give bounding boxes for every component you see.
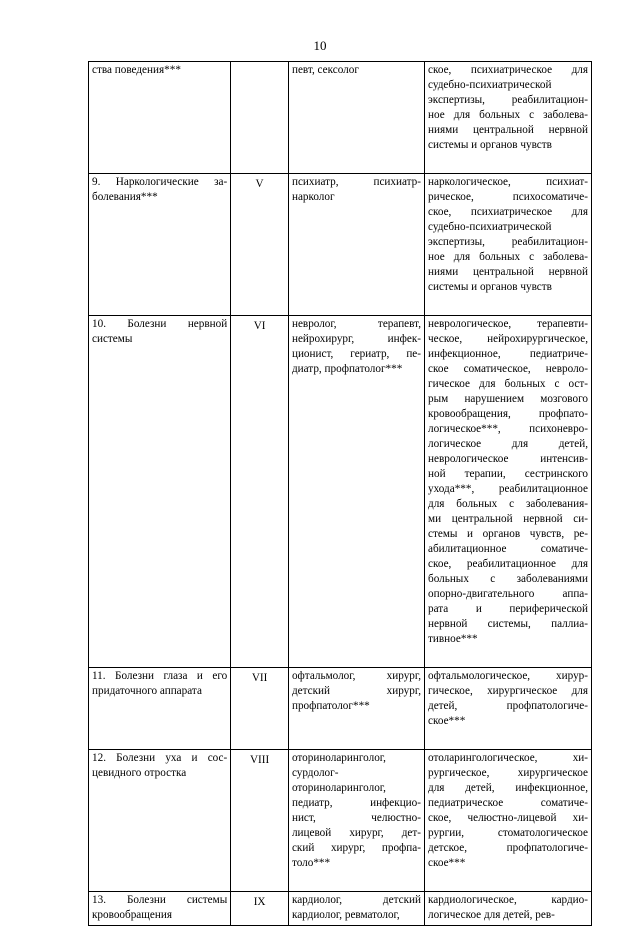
specialists-cell-line: педиатр, инфекцио- (291, 797, 421, 809)
bed-profiles-cell-line: ухода***, реабилитационное (428, 483, 588, 495)
bed-profiles-cell-line: ское соматическое, невроло- (428, 363, 588, 375)
bed-profiles-cell-line: ское, челюстно-лицевой хи- (428, 812, 588, 824)
specialists-cell-line: ционист, гериатр, пе- (291, 348, 421, 360)
disease-name-cell (89, 174, 231, 316)
bed-profiles-cell-line: ной терапии, сестринского (428, 468, 588, 480)
bed-profiles-cell-line: ское, реабилитационное для (428, 558, 588, 570)
disease-profile-table (88, 61, 592, 926)
bed-profiles-cell-line: наркологическое, психиат- (428, 176, 588, 188)
disease-class-cell: VII (231, 668, 289, 750)
specialists-cell-line: диатр, профпатолог*** (291, 363, 403, 375)
specialists-cell-line: ский хирург, профпа- (291, 842, 421, 854)
bed-profiles-cell-line: неврологическое, терапевти- (428, 318, 588, 330)
specialists-cell-line: офтальмолог, хирург, (291, 670, 421, 682)
specialists-cell-line: нейрохирург, инфек- (291, 333, 421, 345)
bed-profiles-cell-line: судебно-психиатрической (428, 221, 552, 233)
specialists-cell (288, 892, 424, 926)
bed-profiles-cell-line: детей, профпатологиче- (428, 700, 588, 712)
disease-class-cell (231, 62, 289, 174)
bed-profiles-cell (425, 316, 592, 668)
bed-profiles-cell-line: ское, психиатрическое для (428, 206, 588, 218)
bed-profiles-cell-line: рическое, психосоматиче- (428, 191, 588, 203)
disease-name-cell-line: цевидного отростка (92, 767, 187, 779)
specialists-cell-line: кардиолог, ревматолог, (291, 909, 400, 921)
table-row (89, 62, 592, 174)
bed-profiles-cell-line: абилитационное соматиче- (428, 543, 588, 555)
disease-class-cell: VI (231, 316, 289, 668)
table-row (89, 892, 592, 926)
bed-profiles-cell-line: ниями центральной нервной (428, 124, 588, 136)
bed-profiles-cell-line: тивное*** (428, 633, 478, 645)
bed-profiles-cell-line: логическое для детей, (428, 438, 588, 450)
bed-profiles-cell-line: ное для больных с заболева- (428, 251, 588, 263)
bed-profiles-cell (425, 892, 592, 926)
disease-name-cell-line: ства поведения*** (92, 64, 181, 76)
bed-profiles-cell-line: ское*** (428, 857, 466, 869)
bed-profiles-cell-line: экспертизы, реабилитацион- (428, 94, 588, 106)
specialists-cell-line: толо*** (291, 857, 331, 869)
disease-name-cell-line: кровообращения (92, 909, 172, 921)
table-row (89, 750, 592, 892)
bed-profiles-cell-line: кровообращения, профпато- (428, 408, 588, 420)
specialists-cell-line: профпатолог*** (291, 700, 370, 712)
disease-class-cell: V (231, 174, 289, 316)
bed-profiles-cell-line: ское*** (428, 715, 466, 727)
disease-name-cell (89, 62, 231, 174)
specialists-cell-line: лицевой хирург, дет- (291, 827, 421, 839)
disease-name-cell-line: системы (92, 333, 133, 345)
specialists-cell-line: психиатр, психиатр- (291, 176, 421, 188)
bed-profiles-cell-line: детское, профпатологиче- (428, 842, 588, 854)
page-number: 10 (313, 38, 327, 53)
specialists-cell-line: сурдолог- (291, 767, 339, 779)
disease-name-cell (89, 316, 231, 668)
bed-profiles-cell-line: ческое, нейрохирургическое, (428, 333, 588, 345)
bed-profiles-cell-line: системы и органов чувств (428, 139, 552, 151)
specialists-cell-line: оториноларинголог, (291, 752, 386, 764)
bed-profiles-cell-line: ное для больных с заболева- (428, 109, 588, 121)
bed-profiles-cell (425, 174, 592, 316)
disease-name-cell-line: болевания*** (92, 191, 158, 203)
bed-profiles-cell-line: опорно-двигательного аппа- (428, 588, 588, 600)
bed-profiles-cell-line: для больных с заболевания- (428, 498, 588, 510)
bed-profiles-cell-line: для детей, инфекционное, (428, 782, 588, 794)
bed-profiles-cell-line: судебно-психиатрической (428, 79, 552, 91)
bed-profiles-cell-line: стемы и органов чувств, ре- (428, 528, 588, 540)
specialists-cell (288, 668, 424, 750)
disease-name-cell-line: 12. Болезни уха и сос- (92, 752, 228, 764)
specialists-cell-line: оториноларинголог, (291, 782, 386, 794)
bed-profiles-cell-line: ми центральной нервной си- (428, 513, 588, 525)
specialists-cell-line: нист, челюстно- (291, 812, 421, 824)
disease-name-cell (89, 668, 231, 750)
bed-profiles-cell-line: рургии, стоматологическое (428, 827, 588, 839)
disease-name-cell-line: придаточного аппарата (92, 685, 202, 697)
disease-name-cell (89, 892, 231, 926)
bed-profiles-cell-line: неврологическое интенсив- (428, 453, 588, 465)
bed-profiles-cell-line: рым нарушением мозгового (428, 393, 588, 405)
disease-name-cell (89, 750, 231, 892)
disease-class-cell: VIII (231, 750, 289, 892)
bed-profiles-cell-line: кардиологическое, кардио- (428, 894, 588, 906)
bed-profiles-cell (425, 750, 592, 892)
disease-name-cell-line: 10. Болезни нервной (92, 318, 228, 330)
specialists-cell (288, 316, 424, 668)
bed-profiles-cell-line: экспертизы, реабилитацион- (428, 236, 588, 248)
bed-profiles-cell-line: инфекционное, педиатриче- (428, 348, 588, 360)
disease-name-cell-line: 11. Болезни глаза и его (92, 670, 228, 682)
bed-profiles-cell (425, 62, 592, 174)
disease-class-cell: IX (231, 892, 289, 926)
specialists-cell-line: кардиолог, детский (291, 894, 421, 906)
bed-profiles-cell (425, 668, 592, 750)
table-row (89, 174, 592, 316)
specialists-cell (288, 174, 424, 316)
specialists-cell (288, 750, 424, 892)
bed-profiles-cell-line: рата и периферической (428, 603, 588, 615)
specialists-cell (288, 62, 424, 174)
table-row (89, 668, 592, 750)
bed-profiles-cell-line: ниями центральной нервной (428, 266, 588, 278)
bed-profiles-cell-line: нервной системы, паллиа- (428, 618, 588, 630)
bed-profiles-cell-line: отоларингологическое, хи- (428, 752, 588, 764)
bed-profiles-cell-line: больных с заболеваниями (428, 573, 588, 585)
specialists-cell-line: нарколог (291, 191, 335, 203)
bed-profiles-cell-line: ское, психиатрическое для (428, 64, 588, 76)
bed-profiles-cell-line: гическое для больных с ост- (428, 378, 588, 390)
disease-name-cell-line: 9. Наркологические за- (92, 176, 228, 188)
table-row (89, 316, 592, 668)
bed-profiles-cell-line: логическое***, психоневро- (428, 423, 588, 435)
disease-name-cell-line: 13. Болезни системы (92, 894, 228, 906)
bed-profiles-cell-line: гическое, хирургическое для (428, 685, 588, 697)
specialists-cell-line: певт, сексолог (291, 64, 359, 76)
bed-profiles-cell-line: системы и органов чувств (428, 281, 552, 293)
bed-profiles-cell-line: логическое для детей, рев- (428, 909, 555, 921)
bed-profiles-cell-line: офтальмологическое, хирур- (428, 670, 588, 682)
specialists-cell-line: невролог, терапевт, (291, 318, 421, 330)
specialists-cell-line: детский хирург, (291, 685, 421, 697)
bed-profiles-cell-line: педиатрическое соматиче- (428, 797, 588, 809)
bed-profiles-cell-line: рургическое, хирургическое (428, 767, 588, 779)
